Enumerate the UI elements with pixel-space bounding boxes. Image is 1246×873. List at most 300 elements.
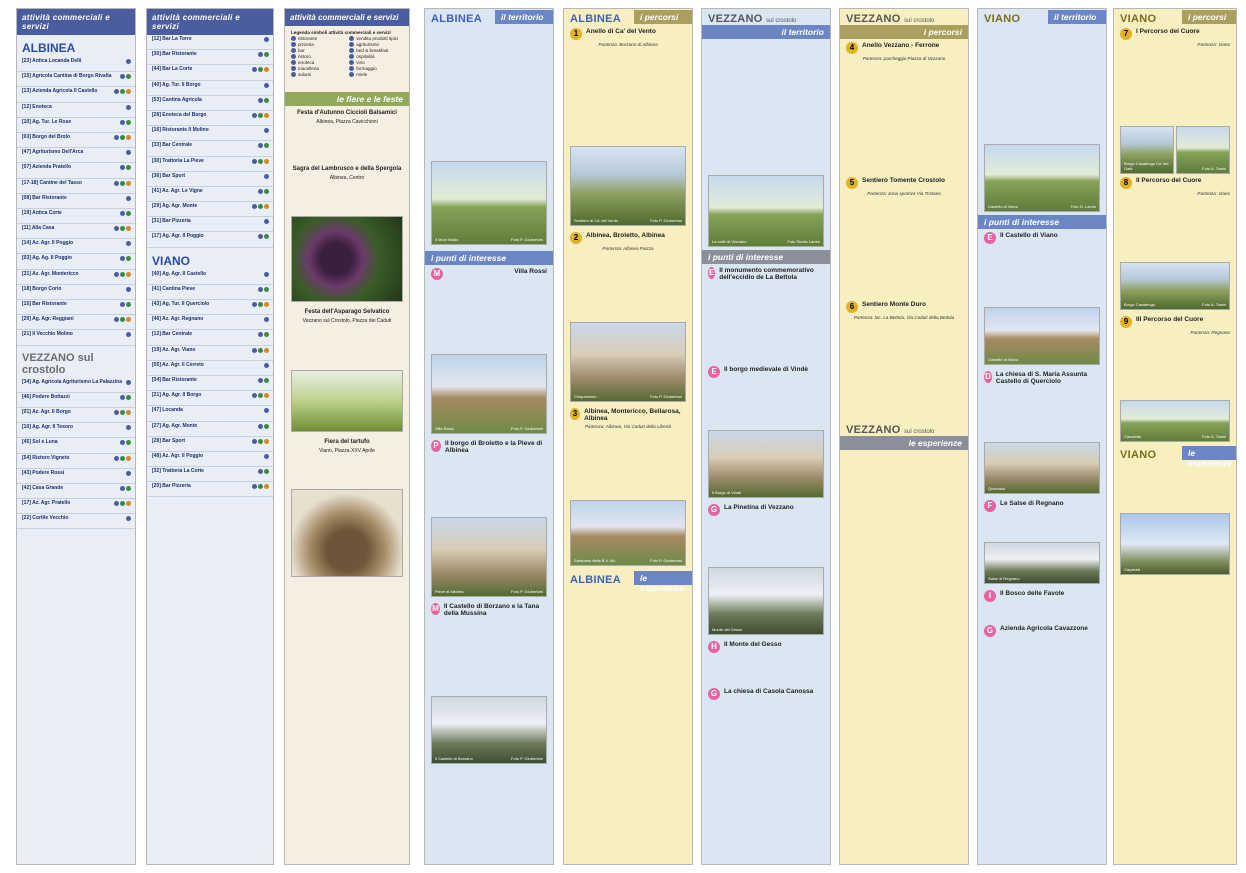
directory-entry xyxy=(147,96,273,111)
entry-name: [34] Ag. Agricola Agriturismo La Palazzina xyxy=(22,378,123,385)
service-icon xyxy=(252,113,257,118)
photo-vezzano-valley xyxy=(708,175,824,247)
entry-name: [17] Ag. Agr. Il Poggio xyxy=(152,233,204,240)
service-icon xyxy=(264,159,269,164)
legend-item xyxy=(349,60,403,65)
route4-header xyxy=(840,39,968,54)
service-icons xyxy=(120,165,131,170)
photo-credit: Foto P. Giubertoni xyxy=(511,588,543,594)
directory-entry xyxy=(147,346,273,361)
directory-list-albinea xyxy=(17,57,135,346)
legend-rows xyxy=(291,36,403,77)
service-icon xyxy=(264,287,269,292)
entry-name: [30] Trattoria La Pieve xyxy=(152,157,204,164)
entry-name: [20] Bar Pizzeria xyxy=(152,483,191,490)
directory-column-1 xyxy=(16,8,136,865)
route7-photo-b xyxy=(1176,126,1230,174)
service-icons xyxy=(114,89,131,94)
poi3-number: M xyxy=(432,603,439,613)
entry-name: [41] Cantina Pieve xyxy=(152,285,196,292)
photo-caption: Casoletta xyxy=(1124,434,1141,440)
legend-symbol-icon xyxy=(349,54,354,59)
service-icons xyxy=(114,456,131,461)
poi3-number: F xyxy=(984,500,996,512)
section-title-albinea: ALBINEA xyxy=(22,41,76,55)
service-icon xyxy=(120,74,125,79)
legend-row xyxy=(291,72,403,77)
service-icon xyxy=(114,181,119,186)
service-icons xyxy=(120,256,131,261)
route3-title: Albinea, Montericco, Bellarosa, Albinea xyxy=(584,408,681,423)
entry-name: [44] Bar La Corte xyxy=(152,66,193,73)
service-icon xyxy=(126,302,131,307)
service-icon xyxy=(126,105,131,110)
service-icons xyxy=(252,113,269,118)
entry-name: [19] Az. Agr. Viano xyxy=(152,346,196,353)
poi5-number: G xyxy=(984,625,996,637)
service-icon xyxy=(258,204,263,209)
service-icon xyxy=(264,408,269,413)
service-icons xyxy=(264,37,269,42)
route1-subtitle: Partenza: Borzano di Albinea xyxy=(598,42,658,47)
photo-villa xyxy=(431,354,547,434)
legend-title: Legenda simboli attività commerciali e servizi xyxy=(291,30,391,35)
entry-name: [40] Ag. Agr. Il Castello xyxy=(152,270,207,277)
service-icon xyxy=(114,135,119,140)
service-icon xyxy=(120,302,125,307)
poi1-text xyxy=(702,281,830,363)
route6-header xyxy=(840,298,968,313)
service-icons xyxy=(258,52,269,57)
service-icon xyxy=(114,456,119,461)
service-icon xyxy=(126,440,131,445)
route7-number: 7 xyxy=(1120,28,1132,40)
directory-entry xyxy=(147,232,273,247)
service-icon xyxy=(258,113,263,118)
route2-subtitle: Partenza: Albinea Piazza xyxy=(602,246,654,252)
photo-credit: Foto A. Tosini xyxy=(1202,434,1226,440)
service-icons xyxy=(126,241,131,246)
service-icon xyxy=(264,424,269,429)
directory-entry xyxy=(17,118,135,133)
entry-name: [05] Az. Agr. Il Cerreto xyxy=(152,361,204,368)
photo-caption: Il Mont Baldo xyxy=(435,236,459,242)
route2-number: 2 xyxy=(570,232,582,244)
route7-subtitle: Partenza: Viano xyxy=(1197,42,1230,47)
legend-row xyxy=(291,36,403,41)
service-icon xyxy=(252,302,257,307)
entry-name: [21] Il Vecchio Molino xyxy=(22,331,73,338)
entry-name: [18] Borgo Corio xyxy=(22,285,62,292)
entry-name: [12] Bar Centrale xyxy=(152,331,193,338)
viano-header xyxy=(978,9,1106,25)
route3-text xyxy=(564,432,692,498)
poi1-header xyxy=(702,264,830,281)
service-icons xyxy=(126,516,131,521)
service-icon xyxy=(264,302,269,307)
service-icons xyxy=(264,83,269,88)
route7-header xyxy=(1114,25,1236,40)
service-icon xyxy=(252,348,257,353)
service-icon xyxy=(264,234,269,239)
service-icons xyxy=(126,59,131,64)
route6-title: Sentiero Monte Duro xyxy=(862,300,926,308)
legend-label: macelleria xyxy=(298,66,319,71)
route1-header xyxy=(564,25,692,40)
poi2-title: Il borgo di Broletto e la Pieve di Albinea xyxy=(445,439,543,454)
experiences-header xyxy=(564,570,692,594)
poi4-title: Il Monte del Gesso xyxy=(724,641,782,649)
fest1-title: Festa d'Autunno Ciccioli Balsamici xyxy=(297,109,397,116)
service-icon xyxy=(264,143,269,148)
service-icon xyxy=(258,348,263,353)
legend-row xyxy=(291,42,403,47)
route5-header xyxy=(840,174,968,189)
entry-name: [43] Podere Rossi xyxy=(22,469,65,476)
service-icon xyxy=(120,165,125,170)
service-icon xyxy=(126,456,131,461)
directory-entry xyxy=(147,406,273,421)
service-icons xyxy=(120,120,131,125)
service-icon xyxy=(126,165,131,170)
town-title: VIANO xyxy=(1120,449,1157,462)
poi3-title: Le Salse di Regnano xyxy=(1000,500,1064,508)
legend-item xyxy=(291,66,345,71)
entry-name: [47] Agriturismo Dell'Arca xyxy=(22,149,84,156)
poi2-header xyxy=(425,437,553,454)
service-icon xyxy=(258,287,263,292)
legend-label: ristorante xyxy=(298,36,318,41)
photo-credit: Foto P. Giubertoni xyxy=(511,756,543,762)
directory-entry xyxy=(147,111,273,126)
poi3-text xyxy=(425,617,553,694)
poi1-number: M xyxy=(431,268,443,280)
directory-entry xyxy=(147,172,273,187)
service-icon xyxy=(126,135,131,140)
legend-note xyxy=(285,82,409,92)
service-icon xyxy=(126,380,131,385)
directory-entry xyxy=(147,50,273,65)
directory-entry xyxy=(17,469,135,484)
service-icons xyxy=(120,302,131,307)
service-icon xyxy=(258,484,263,489)
service-icon xyxy=(126,486,131,491)
photo-viano xyxy=(984,144,1100,212)
service-icon xyxy=(114,226,119,231)
entry-name: [15] Agricola Cantina di Borgo Rivalta xyxy=(22,73,112,80)
route2-title: Albinea, Broletto, Albinea xyxy=(586,232,665,240)
route4-title: Anello Vezzano - Ferrone xyxy=(862,42,940,49)
service-icons xyxy=(120,486,131,491)
legend-label: vendita prodotti tipici xyxy=(356,36,399,41)
directory-entry xyxy=(147,187,273,202)
service-icons xyxy=(258,189,269,194)
directory-entry xyxy=(147,270,273,285)
service-icons xyxy=(264,408,269,413)
directory-list-viano xyxy=(147,270,273,498)
service-icon xyxy=(258,332,263,337)
poi2-number: D xyxy=(985,371,991,381)
service-icon xyxy=(120,89,125,94)
service-icon xyxy=(252,204,257,209)
routes-bar: i percorsi xyxy=(1182,10,1236,24)
legend-item xyxy=(349,54,403,59)
poi4-number: I xyxy=(984,590,996,602)
entry-name: [15] Bar Ristorante xyxy=(22,301,67,307)
poi3-title: Il Castello di Borzano e la Tana della Mussina xyxy=(443,602,540,617)
directory-entry xyxy=(147,315,273,330)
experiences-bar: le esperienze xyxy=(840,436,968,450)
photo-salse xyxy=(984,542,1100,584)
legend-item xyxy=(349,42,403,47)
directory-entry xyxy=(147,437,273,452)
fest4-title: Fiera del tartufo xyxy=(324,439,370,446)
service-icons xyxy=(252,302,269,307)
legend-row xyxy=(291,60,403,65)
entry-name: [46] Podere Bottazzi xyxy=(22,393,70,400)
legend-label: vino xyxy=(356,60,365,65)
service-icon xyxy=(126,196,131,201)
poi3-header xyxy=(978,497,1106,512)
service-icon xyxy=(120,486,125,491)
poi2-header xyxy=(702,363,830,378)
directory-entry xyxy=(17,484,135,499)
directory-entry xyxy=(17,87,135,102)
directory-entry xyxy=(147,467,273,482)
service-icons xyxy=(252,393,269,398)
legend-item xyxy=(291,48,345,53)
poi3-header xyxy=(425,600,553,617)
photo-credit: Foto Studio Lamm xyxy=(787,238,820,244)
service-icon xyxy=(264,454,269,459)
directory-entry xyxy=(17,438,135,453)
albinea-routes-header xyxy=(564,9,692,25)
directory-entry xyxy=(17,103,135,118)
service-icon xyxy=(264,272,269,277)
service-icon xyxy=(252,484,257,489)
entry-name: [27] Ag. Agr. Monte xyxy=(152,422,198,429)
viano-territory-column xyxy=(977,8,1107,865)
albinea-header xyxy=(425,9,553,25)
entry-name: [41] Az. Agr. Le Vigne xyxy=(152,187,203,194)
poi4-text xyxy=(702,653,830,685)
legend-symbol-icon xyxy=(349,48,354,53)
route6-text xyxy=(840,322,968,416)
experiences-header xyxy=(1114,445,1236,469)
entry-name: [34] Bar Ristorante xyxy=(152,376,197,383)
entry-name: [12] Enoteca xyxy=(22,103,52,110)
legend-item xyxy=(349,36,403,41)
service-icon xyxy=(120,440,125,445)
service-icon xyxy=(126,317,131,322)
entry-name: [20] Ag. Agr. Reggiani xyxy=(22,316,74,323)
poi4-text xyxy=(978,602,1106,623)
service-icon xyxy=(120,317,125,322)
service-icon xyxy=(252,67,257,72)
service-icons xyxy=(258,378,269,383)
legend-symbol-icon xyxy=(291,72,296,77)
service-icon xyxy=(126,471,131,476)
service-icons xyxy=(126,332,131,337)
legend-label: bed & breakfast xyxy=(356,48,389,53)
legend-header: attività commerciali e servizi xyxy=(285,9,409,26)
service-icon xyxy=(114,272,119,277)
directory-entry xyxy=(17,423,135,438)
service-icon xyxy=(264,67,269,72)
entry-name: [29] Ag. Agr. Monte xyxy=(152,203,198,210)
directory-entry xyxy=(147,452,273,467)
service-icon xyxy=(126,332,131,337)
directory-entry xyxy=(147,141,273,156)
service-icons xyxy=(120,395,131,400)
route7-text xyxy=(1114,50,1236,127)
entry-name: [19] Antica Corte xyxy=(22,209,62,216)
town-suffix: sul crostolo xyxy=(904,428,935,435)
service-icon xyxy=(264,37,269,42)
town-name: VEZZANO xyxy=(708,13,763,25)
directory-entry xyxy=(17,148,135,163)
service-icon xyxy=(264,52,269,57)
service-icon xyxy=(126,120,131,125)
route8-photo xyxy=(1120,262,1230,310)
route9-subtitle: Partenza: Regnano xyxy=(1190,329,1230,335)
fest3-subtitle: Vezzano sul Crostolo, Piazza dei Caduti xyxy=(302,318,392,325)
legend-label: miele xyxy=(356,72,368,77)
route5-number: 5 xyxy=(846,177,858,189)
experiences-bar: le esperienze xyxy=(1182,446,1236,460)
service-icon xyxy=(264,378,269,383)
entry-name: [14] Az. Agr. Il Poggio xyxy=(22,240,74,247)
directory-header: attività commerciali e servizi xyxy=(17,9,135,35)
entry-name: [43] Ag. Tur. Il Querciolo xyxy=(152,301,210,307)
town-title xyxy=(702,9,802,25)
entry-name: [13] Azienda Agricola Il Castello xyxy=(22,88,98,95)
entry-name: [07] Azienda Pratello xyxy=(22,164,71,171)
service-icon xyxy=(264,393,269,398)
legend-symbol-icon xyxy=(349,36,354,41)
entry-name: [53] Cantina Agricola xyxy=(152,96,202,103)
photo-querciolo xyxy=(984,442,1100,494)
legend-item xyxy=(291,72,345,77)
town-title: ALBINEA xyxy=(570,574,621,587)
entry-name: [30] Bar Ristorante xyxy=(152,51,197,58)
directory-entry xyxy=(17,378,135,393)
directory-entry xyxy=(147,217,273,232)
photo-vinde xyxy=(708,430,824,498)
photo-caption: Santuario della B.V. Ab. xyxy=(574,558,616,564)
service-icon xyxy=(258,393,263,398)
legend-label: enoteca xyxy=(298,60,315,65)
service-icon xyxy=(264,332,269,337)
poi2-text xyxy=(702,378,830,427)
service-icons xyxy=(252,348,269,353)
directory-entry xyxy=(17,163,135,178)
legend-row xyxy=(291,66,403,71)
service-icons xyxy=(264,363,269,368)
entry-name: [32] Trattoria La Corte xyxy=(152,468,204,475)
poi-bar: i punti di interesse xyxy=(425,251,553,265)
service-icons xyxy=(252,439,269,444)
service-icon xyxy=(126,272,131,277)
town-title: ALBINEA xyxy=(431,13,482,25)
directory-entry xyxy=(17,285,135,300)
asparagus-photo xyxy=(291,370,403,432)
service-icon xyxy=(126,287,131,292)
vezzano-routes-header xyxy=(840,9,968,25)
poi5-title: Azienda Agricola Cavazzone xyxy=(1000,625,1088,633)
service-icons xyxy=(120,440,131,445)
directory-entry xyxy=(17,408,135,423)
service-icon xyxy=(114,501,119,506)
service-icon xyxy=(114,89,119,94)
service-icon xyxy=(120,135,125,140)
photo-caption: Il Castello di Borzano xyxy=(435,756,473,762)
directory-entry xyxy=(17,179,135,194)
entry-name: [48] Az. Agr. Il Poggio xyxy=(152,452,204,459)
service-icons xyxy=(114,317,131,322)
routes-bar: i percorsi xyxy=(840,25,968,39)
town-name: VEZZANO xyxy=(846,13,901,25)
experiences-header xyxy=(840,420,968,450)
service-icon xyxy=(120,410,125,415)
poi3-title: La Pinetina di Vezzano xyxy=(724,503,794,511)
fairs-bar: le fiere e le feste xyxy=(285,92,409,106)
service-icon xyxy=(120,120,125,125)
entry-name: [03] Borgo del Brolo xyxy=(22,133,71,140)
poi2-number: P xyxy=(431,440,441,452)
poi2-title: La chiesa di S. Maria Assunta Castello di Querciolo xyxy=(995,370,1088,385)
service-icons xyxy=(258,332,269,337)
poi2-title: Il borgo medievale di Vindè xyxy=(724,365,809,373)
service-icon xyxy=(126,256,131,261)
photo-caption: Il Borgo di Vindè xyxy=(712,489,742,495)
fest1-text xyxy=(285,125,409,163)
route3-number: 3 xyxy=(570,408,580,420)
service-icon xyxy=(126,150,131,155)
service-icon xyxy=(126,89,131,94)
town-suffix: sul crostolo xyxy=(766,18,797,24)
legend-item xyxy=(291,54,345,59)
poi1-number: E xyxy=(984,232,996,244)
service-icon xyxy=(126,410,131,415)
entry-name: [46] Az. Agr. Regnano xyxy=(152,316,204,323)
photo-credit: Foto P. Giubertoni xyxy=(650,218,682,224)
directory-entry xyxy=(17,57,135,72)
service-icon xyxy=(258,469,263,474)
town-title xyxy=(840,420,968,436)
poi1-text xyxy=(425,280,553,351)
photo-credit: Foto G. Lamio xyxy=(1070,203,1096,209)
service-icon xyxy=(120,501,125,506)
territory-text xyxy=(425,25,553,158)
route8-text xyxy=(1114,199,1236,259)
poi-bar: i punti di interesse xyxy=(702,250,830,264)
route9-text xyxy=(1114,337,1236,397)
entry-name: [45] Sol e Luna xyxy=(22,439,58,446)
route1-photo xyxy=(570,146,686,226)
route9-title: III Percorso del Cuore xyxy=(1136,315,1204,323)
service-icon xyxy=(120,272,125,277)
legend-symbol-icon xyxy=(291,66,296,71)
poi5-header xyxy=(978,622,1106,637)
legend-symbol-icon xyxy=(349,66,354,71)
service-icon xyxy=(126,226,131,231)
experiences-text xyxy=(564,586,692,702)
routes-bar: i percorsi xyxy=(634,10,692,24)
entry-name: [10] Ag. Agr. Il Tesoro xyxy=(22,424,73,431)
fest2-title: Sagra del Lambrusco e della Spergola xyxy=(292,166,402,173)
service-icon xyxy=(258,52,263,57)
